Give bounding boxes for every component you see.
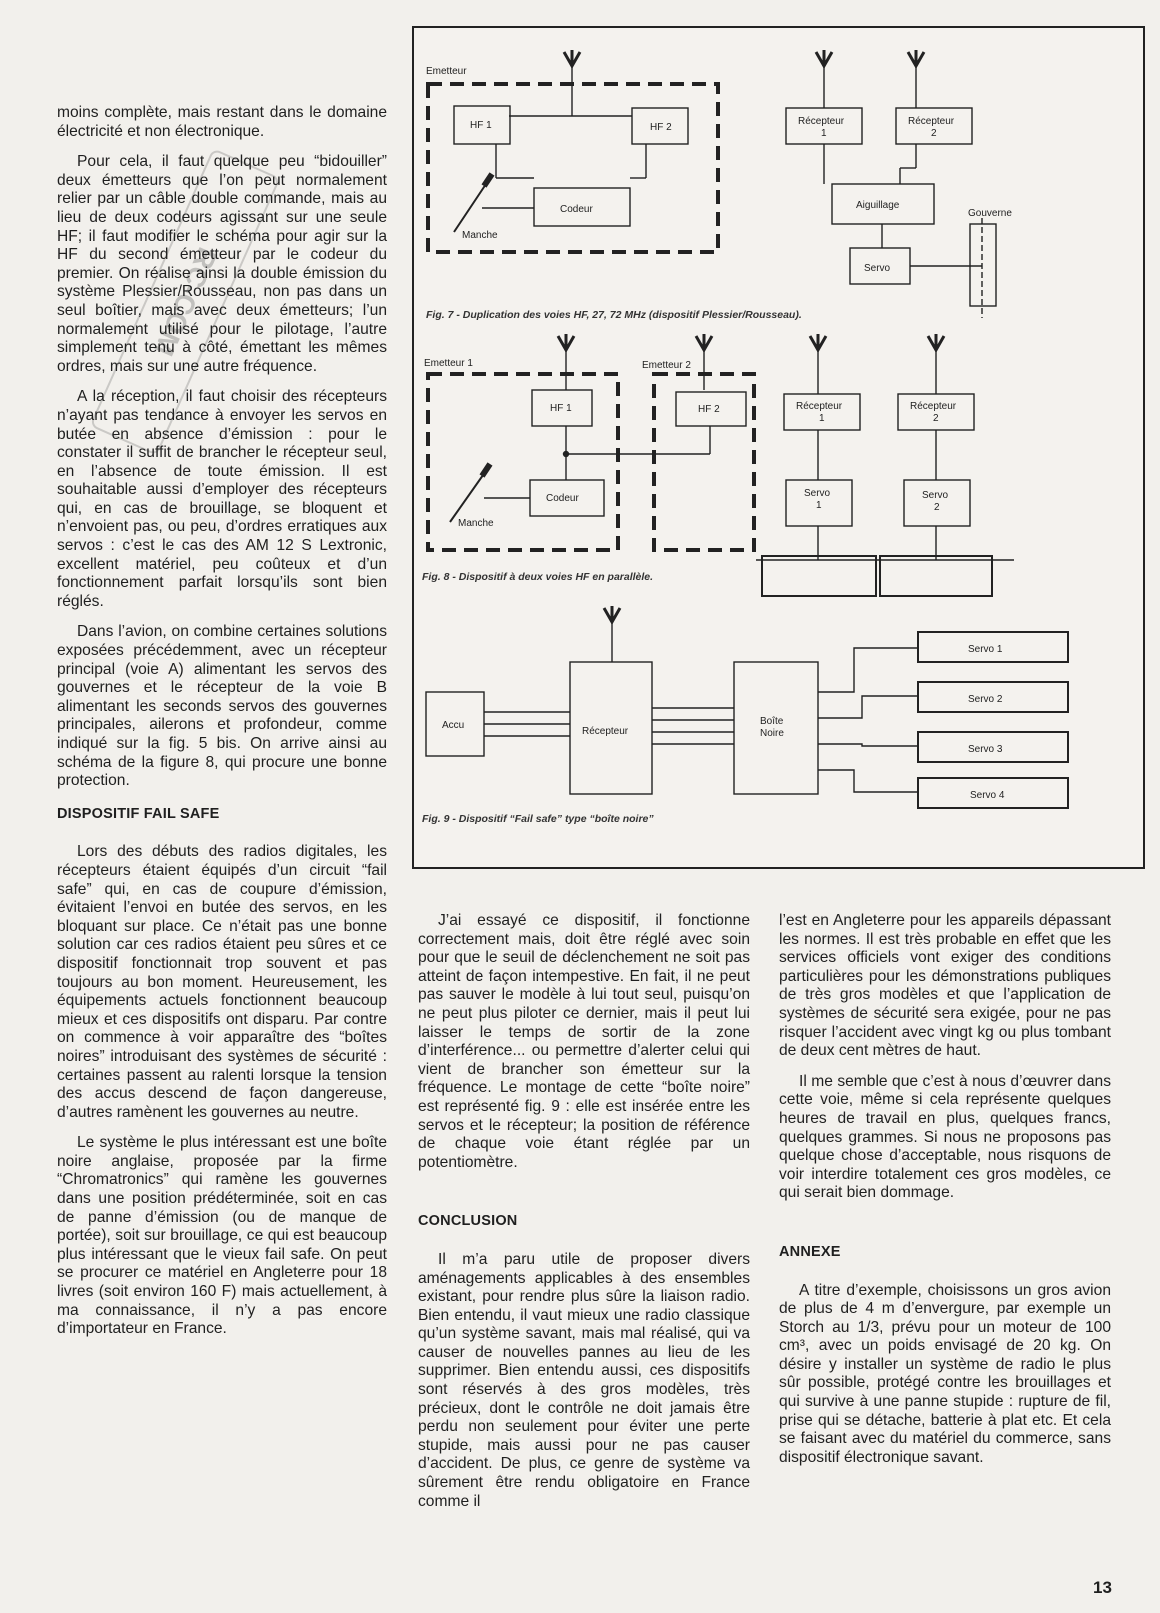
fig8-emetteur2-frame (654, 374, 754, 550)
fig7-label-manche: Manche (462, 230, 498, 241)
fig8-emetteur1-frame (428, 374, 618, 550)
fig9-label-noire: Noire (760, 728, 784, 739)
col3-paragraph-3: A titre d’exemple, choisissons un gros avion de plus de 4 m d’envergure, par exemple un Storch au 1/3, prévu pour un moteur de 100 cm³, avec un poids envisagé de 20 kg. On désire y installer un système de radio le plus sûr possible, protégé contre les brouillages et qui survive à une panne stupide : rupture de fil, prise qui se détache, batterie à plat etc. Et cela se faisant avec du matériel du commerce, sans dispositif électronique savant. (779, 1281, 1111, 1466)
fig9-label-servo1: Servo 1 (968, 644, 1003, 655)
fig7-label-recepteur2: Récepteur (908, 116, 955, 127)
fig8-label-manche: Manche (458, 518, 494, 529)
fig7-label-r1: 1 (821, 128, 827, 139)
column-1 (57, 104, 387, 1351)
fig7-caption: Fig. 7 - Duplication des voies HF, 27, 72 MHz (dispositif Plessier/Rousseau). (426, 309, 802, 321)
figures-panel (412, 26, 1145, 869)
fig8-label-recepteur1: Récepteur (796, 401, 843, 412)
fig9-label-servo2: Servo 2 (968, 694, 1003, 705)
fig7-label-gouverne: Gouverne (968, 208, 1012, 219)
fig7-label-servo: Servo (864, 263, 891, 274)
col1-paragraph-4: Dans l’avion, on combine certaines solutions exposées précédemment, avec un récepteur principal (voie A) alimentant les servos des gouvernes et le récepteur de la voie B alimentant les seconds servos des gouvernes principales, ailerons et profondeur, comme indiqué sur la fig. 5 bis. On arrive ainsi au schéma de la figure 8, qui procure une bonne protection. (57, 623, 387, 790)
fig9-label-servo4: Servo 4 (970, 790, 1005, 801)
watermark-stamp: RC-COM (89, 148, 280, 456)
fig9-label-servo3: Servo 3 (968, 744, 1003, 755)
fig9-label-accu: Accu (442, 720, 465, 731)
col1-paragraph-5: Lors des débuts des radios digitales, les récepteurs étaient équipés d’un circuit “fail safe” qui, en cas de coupure d’émission, évitaient l’envoi en butée des servos, en les bloquant sur place. Ce n’était pas une bonne solution car ces radios étaient peu sûres et ce dispositif fonctionnait trop souvent et pas toujours au bon moment. Heureusement, les équipements actuels fonctionnent beaucoup mieux et ces dispositifs ont disparu. Par contre on commence à voir apparaître des “boîtes noires” introduisant des systèmes de sécurité : certaines passent au ralenti lorsque la tension des accus descend de façon dangereuse, d’autres ramènent les gouvernes au neutre. (57, 843, 387, 1121)
fig8-recepteur2-box (898, 394, 974, 430)
col1-paragraph-2: Pour cela, il faut quelque peu “bidouiller” deux émetteurs que l’on peut normalement relier par un câble double commande, mais au lieu de deux codeurs agissant sur une seule HF; il faut modifier le schéma pour agir sur la HF du second émetteur par le codeur du premier. On réalise ainsi la double émission du système Plessier/Rousseau, non pas dans un seul boîtier, mais avec deux émetteurs; l’un normalement utilisé pour le pilotage, l’autre simplement tenu à côté, émettant les mêmes ordres, mais sur une autre fréquence. (57, 153, 387, 375)
fig8-label-servo1-num: 1 (816, 500, 822, 511)
fig8-label-r2: 2 (933, 413, 939, 424)
fig7-emetteur-frame (428, 84, 718, 252)
column-3 (779, 912, 1111, 1479)
fig8-label-emetteur1: Emetteur 1 (424, 358, 473, 369)
fig7-label-codeur: Codeur (560, 204, 593, 215)
fig8-label-servo2: Servo (922, 490, 949, 501)
col3-paragraph-2: Il me semble que c’est à nous d’œuvrer dans cette voie, même si cela représente quelques heures de travail en plus, quelques francs, quelques grammes. Si nous ne proposons pas quelque chose d’acceptable, nous risquons de voir interdire totalement ces gros modèles, ce qui serait bien dommage. (779, 1072, 1111, 1202)
col3-paragraph-1: l’est en Angleterre pour les appareils dépassant les normes. Il est très probable en effet que les services officiels vont exiger des conditions particulières pour les démonstrations publiques de très gros modèles et que l’application de systèmes de sécurité sera exigée, pour ne pas risquer l’accident avec vingt kg ou plus tombant de deux cent mètres de haut. (779, 912, 1111, 1060)
col2-paragraph-2: Il m’a paru utile de proposer divers aménagements applicables à des ensembles existant, pour rendre plus sûre la liaison radio. Bien entendu, il vaut mieux une radio classique qu’un système savant, mais mal réalisé, qui va causer de nouvelles pannes au lieu de les supprimer. Bien entendu aussi, ces dispositifs sont réservés à des gros modèles, très précieux, dont le contrôle ne doit jamais être perdu non seulement pour éviter une perte stupide, mais aussi pour ne pas causer d’accident. De plus, ce genre de système va sûrement être rendu obligatoire en France comme il (418, 1250, 750, 1510)
fig8-caption: Fig. 8 - Dispositif à deux voies HF en parallèle. (422, 571, 654, 583)
col1-paragraph-6: Le système le plus intéressant est une boîte noire anglaise, proposée par la firme “Chromatronics” qui ramène les gouvernes dans une position prédéterminée, soit en cas de panne d’émission (ou de manque de portée), soit sur brouillage, ce qui est beaucoup plus intéressant que le vieux fail safe. On peut se procurer ce matériel en Angleterre pour 18 livres (soit environ 160 F) mais actuellement, à ma connaissance, il n’y a pas encore d’importateur en France. (57, 1134, 387, 1338)
fig9-label-recepteur: Récepteur (582, 726, 629, 737)
fig7-label-hf2: HF 2 (650, 122, 672, 133)
fig8-label-codeur: Codeur (546, 493, 579, 504)
figures-svg (414, 28, 1147, 871)
fig7-label-recepteur1: Récepteur (798, 116, 845, 127)
fig8-label-hf2: HF 2 (698, 404, 720, 415)
fig8-label-recepteur2: Récepteur (910, 401, 957, 412)
heading-fail-safe: DISPOSITIF FAIL SAFE (57, 805, 220, 822)
col2-paragraph-1: J’ai essayé ce dispositif, il fonctionne correctement mais, doit être réglé avec soin pour que le seuil de déclenchement ne soit pas atteint de façon intempestive. En fait, il ne peut pas sauver le modèle à lui tout seul, puisqu’on ne peut plus piloter ce dernier, mais il peut lui laisser le temps de sortir de la zone d’interférence... ou permettre d’alerter celui qui vient de brancher son émetteur sur la fréquence. Le montage de cette “boîte noire” est représenté fig. 9 : elle est insérée entre les servos et le récepteur; la position de référence de chaque voie étant réglée par un potentiomètre. (418, 912, 750, 1171)
page-number: 13 (1093, 1578, 1112, 1597)
fig8-label-servo1: Servo (804, 488, 831, 499)
heading-conclusion: CONCLUSION (418, 1213, 518, 1230)
fig9-label-boite: Boîte (760, 716, 784, 727)
fig8-label-hf1: HF 1 (550, 403, 572, 414)
col1-paragraph-3: A la réception, il faut choisir des récepteurs n’ayant pas tendance à envoyer les servos en butée en absence d’émission : pour le constater il suffit de brancher le récepteur seul, en l’absence de toute émission. Il est souhaitable aussi d’employer des récepteurs qui, en cas de brouillage, se bloquent et n’envoient pas, ou peu, d’ordres erratiques aux servos : c’est le cas des AM 12 S Lextronic, excellent matériel, peu coûteux et d’un fonctionnement parfait lorsqu’ils sont bien réglés. (57, 388, 387, 610)
fig7-label-r2: 2 (931, 128, 937, 139)
fig8-label-emetteur2: Emetteur 2 (642, 360, 691, 371)
fig8-label-servo2-num: 2 (934, 502, 940, 513)
column-2 (418, 912, 750, 1523)
fig7-gouverne-box (970, 224, 996, 306)
fig9-caption: Fig. 9 - Dispositif “Fail safe” type “boîte noire” (422, 813, 654, 825)
fig8-recepteur1-box (784, 394, 860, 430)
fig7-label-aiguillage: Aiguillage (856, 200, 900, 211)
heading-annexe: ANNEXE (779, 1243, 841, 1260)
fig7-label-emetteur: Emetteur (426, 66, 467, 77)
fig7-label-hf1: HF 1 (470, 120, 492, 131)
col1-paragraph-1: moins complète, mais restant dans le domaine électricité et non électronique. (57, 104, 387, 140)
fig8-label-r1: 1 (819, 413, 825, 424)
